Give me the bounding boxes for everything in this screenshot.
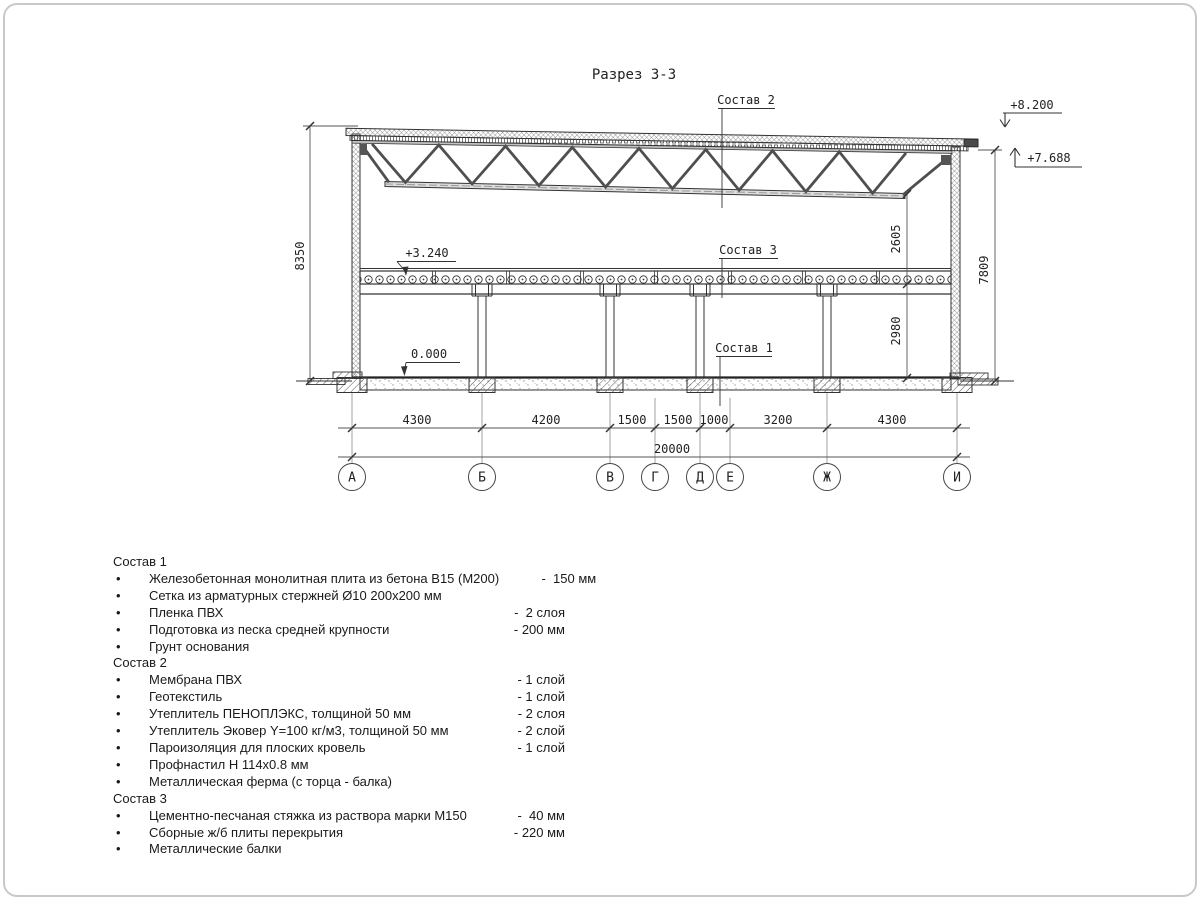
legend-item-value: - 2 слоя bbox=[517, 706, 565, 722]
roof bbox=[346, 128, 978, 153]
drawing-title: Разрез 3-3 bbox=[591, 67, 677, 83]
axis-bubbles bbox=[339, 464, 971, 491]
legend-item-value: - 40 мм bbox=[517, 807, 565, 823]
legend-item-value: - 1 слой bbox=[517, 739, 565, 755]
legend-item-text: Железобетонная монолитная плита из бетона В15 (М200) bbox=[149, 570, 500, 586]
vertical-dimensions bbox=[293, 122, 1002, 385]
column-Zh bbox=[817, 284, 837, 378]
roof-edge-cap bbox=[964, 139, 978, 147]
column-D bbox=[690, 284, 710, 378]
dim-segment-5: 1000 bbox=[699, 413, 729, 427]
legend-item bbox=[113, 639, 565, 656]
legend-item-value: - 150 мм bbox=[541, 570, 597, 586]
dim-segment-7: 4300 bbox=[877, 413, 907, 427]
axis-label-a: А bbox=[348, 470, 356, 486]
legend-item-text: Сборные ж/б плиты перекрытия bbox=[149, 824, 344, 840]
legend-item-text: Утеплитель ПЕНОПЛЭКС, толщиной 50 мм bbox=[149, 706, 412, 722]
leader-label-sostav3: Состав 3 bbox=[719, 243, 777, 257]
truss-end-diagonal-right bbox=[903, 159, 947, 195]
bullet: • bbox=[116, 807, 121, 823]
bullet: • bbox=[116, 706, 121, 722]
elevation-floor: +3.240 bbox=[405, 246, 449, 260]
legend-item bbox=[113, 757, 565, 774]
elevation-roof-top-mark bbox=[1000, 113, 1062, 127]
bullet: • bbox=[116, 621, 121, 637]
column-V bbox=[600, 284, 620, 378]
legend-item bbox=[113, 672, 565, 689]
bullet: • bbox=[116, 824, 121, 840]
legend-item bbox=[113, 622, 565, 639]
axis-label-i: И bbox=[953, 470, 961, 486]
legend-item bbox=[113, 841, 565, 858]
ground-floor bbox=[296, 372, 1014, 393]
legend-item-value: - 1 слой bbox=[517, 689, 565, 705]
dim-segment-6: 3200 bbox=[763, 413, 793, 427]
right-wall bbox=[951, 147, 960, 378]
truss-chord-centerline bbox=[385, 184, 905, 196]
dim-segment-2: 4200 bbox=[531, 413, 561, 427]
legend-item-value: - 2 слоя bbox=[514, 604, 565, 620]
legend-item-value: - 220 мм bbox=[513, 824, 565, 840]
bullet: • bbox=[116, 756, 121, 772]
bullet: • bbox=[116, 587, 121, 603]
legend-item bbox=[113, 588, 565, 605]
bullet: • bbox=[116, 739, 121, 755]
leader-label-sostav2: Состав 2 bbox=[717, 93, 775, 107]
dim-interior-lines bbox=[903, 190, 911, 382]
leader-label-sostav1: Состав 1 bbox=[715, 341, 773, 355]
legend-item-value: - 200 мм bbox=[513, 621, 565, 637]
bullet: • bbox=[116, 672, 121, 688]
elevation-ground: 0.000 bbox=[410, 347, 448, 361]
axis-label-zh: Ж bbox=[823, 470, 831, 486]
elevation-ground-mark bbox=[401, 363, 460, 377]
legend-item-text: Мембрана ПВХ bbox=[149, 672, 243, 688]
legend-item-text: Металлические балки bbox=[149, 841, 282, 857]
dim-truss-clearance: 2605 bbox=[889, 224, 903, 254]
legend-item bbox=[113, 825, 565, 842]
legend-item-value bbox=[468, 841, 565, 858]
legend-item-text: Пленка ПВХ bbox=[149, 604, 224, 620]
legend-section-title: Состав 2 bbox=[113, 655, 167, 671]
legend-item-text: Пароизоляция для плоских кровель bbox=[149, 739, 366, 755]
bullet: • bbox=[116, 570, 121, 586]
bullet: • bbox=[116, 638, 121, 654]
dim-segment-1: 4300 bbox=[402, 413, 432, 427]
legend-item-text: Грунт основания bbox=[149, 638, 250, 654]
legend-item-value bbox=[468, 757, 565, 774]
legend-item-text: Утеплитель Эковер Y=100 кг/м3, толщиной 50 мм bbox=[149, 723, 449, 739]
dim-total: 20000 bbox=[653, 442, 691, 456]
truss-bearing-right bbox=[941, 155, 951, 165]
hollow-core-slabs bbox=[360, 271, 951, 284]
bullet: • bbox=[116, 723, 121, 739]
legend-item-value bbox=[468, 588, 565, 605]
dim-right-height: 7809 bbox=[977, 255, 991, 285]
left-wall bbox=[352, 134, 360, 378]
legend-item-text: Цементно-песчаная стяжка из раствора марки М150 bbox=[149, 807, 467, 823]
legend-item bbox=[113, 605, 565, 622]
legend-item bbox=[113, 723, 565, 740]
legend-item-text: Подготовка из песка средней крупности bbox=[149, 621, 390, 637]
axis-label-v: В bbox=[606, 470, 614, 486]
bullet: • bbox=[116, 689, 121, 705]
horizontal-dimensions bbox=[338, 413, 970, 461]
truss-bearing-left bbox=[360, 144, 367, 155]
axis-label-e: Е bbox=[726, 470, 734, 486]
floor-slab bbox=[360, 269, 951, 295]
legend-section-title: Состав 3 bbox=[113, 790, 167, 806]
materials-legend bbox=[113, 554, 597, 858]
legend-section-title: Состав 1 bbox=[113, 554, 167, 569]
dim-segment-3: 1500 bbox=[617, 413, 647, 427]
legend-item-text: Сетка из арматурных стержней Ø10 200х200 мм bbox=[149, 587, 442, 603]
column-B bbox=[472, 284, 492, 378]
ground-slab bbox=[360, 378, 951, 391]
dim-left-height: 8350 bbox=[293, 241, 307, 271]
axis-label-d: Д bbox=[696, 470, 704, 486]
legend-item bbox=[113, 740, 565, 757]
bullet: • bbox=[116, 841, 121, 857]
legend-item bbox=[113, 570, 597, 588]
bullet: • bbox=[116, 604, 121, 620]
dim-floor-height: 2980 bbox=[889, 316, 903, 346]
legend-item-text: Геотекстиль bbox=[149, 689, 223, 705]
legend-item-value bbox=[468, 774, 565, 791]
elevation-roof-top: +8.200 bbox=[1010, 98, 1054, 112]
legend-item bbox=[113, 808, 565, 825]
axis-label-g: Г bbox=[651, 470, 659, 486]
bullet: • bbox=[116, 773, 121, 789]
legend-item-value: - 2 слой bbox=[517, 723, 565, 739]
dim-left-height-lines bbox=[303, 122, 358, 385]
truss-end-diagonal-left bbox=[364, 148, 389, 182]
legend-item-value bbox=[468, 639, 565, 656]
legend-item-text: Профнастил Н 114х0.8 мм bbox=[149, 756, 309, 772]
legend-item bbox=[113, 689, 565, 706]
columns bbox=[472, 284, 837, 378]
legend-item-value: - 1 слой bbox=[517, 672, 565, 688]
axis-label-b: Б bbox=[478, 470, 486, 486]
legend-item-text: Металлическая ферма (с торца - балка) bbox=[149, 773, 392, 789]
elevation-truss-bearing: +7.688 bbox=[1027, 151, 1071, 165]
dim-segment-4: 1500 bbox=[663, 413, 693, 427]
legend-item bbox=[113, 706, 565, 723]
legend-item bbox=[113, 774, 565, 791]
